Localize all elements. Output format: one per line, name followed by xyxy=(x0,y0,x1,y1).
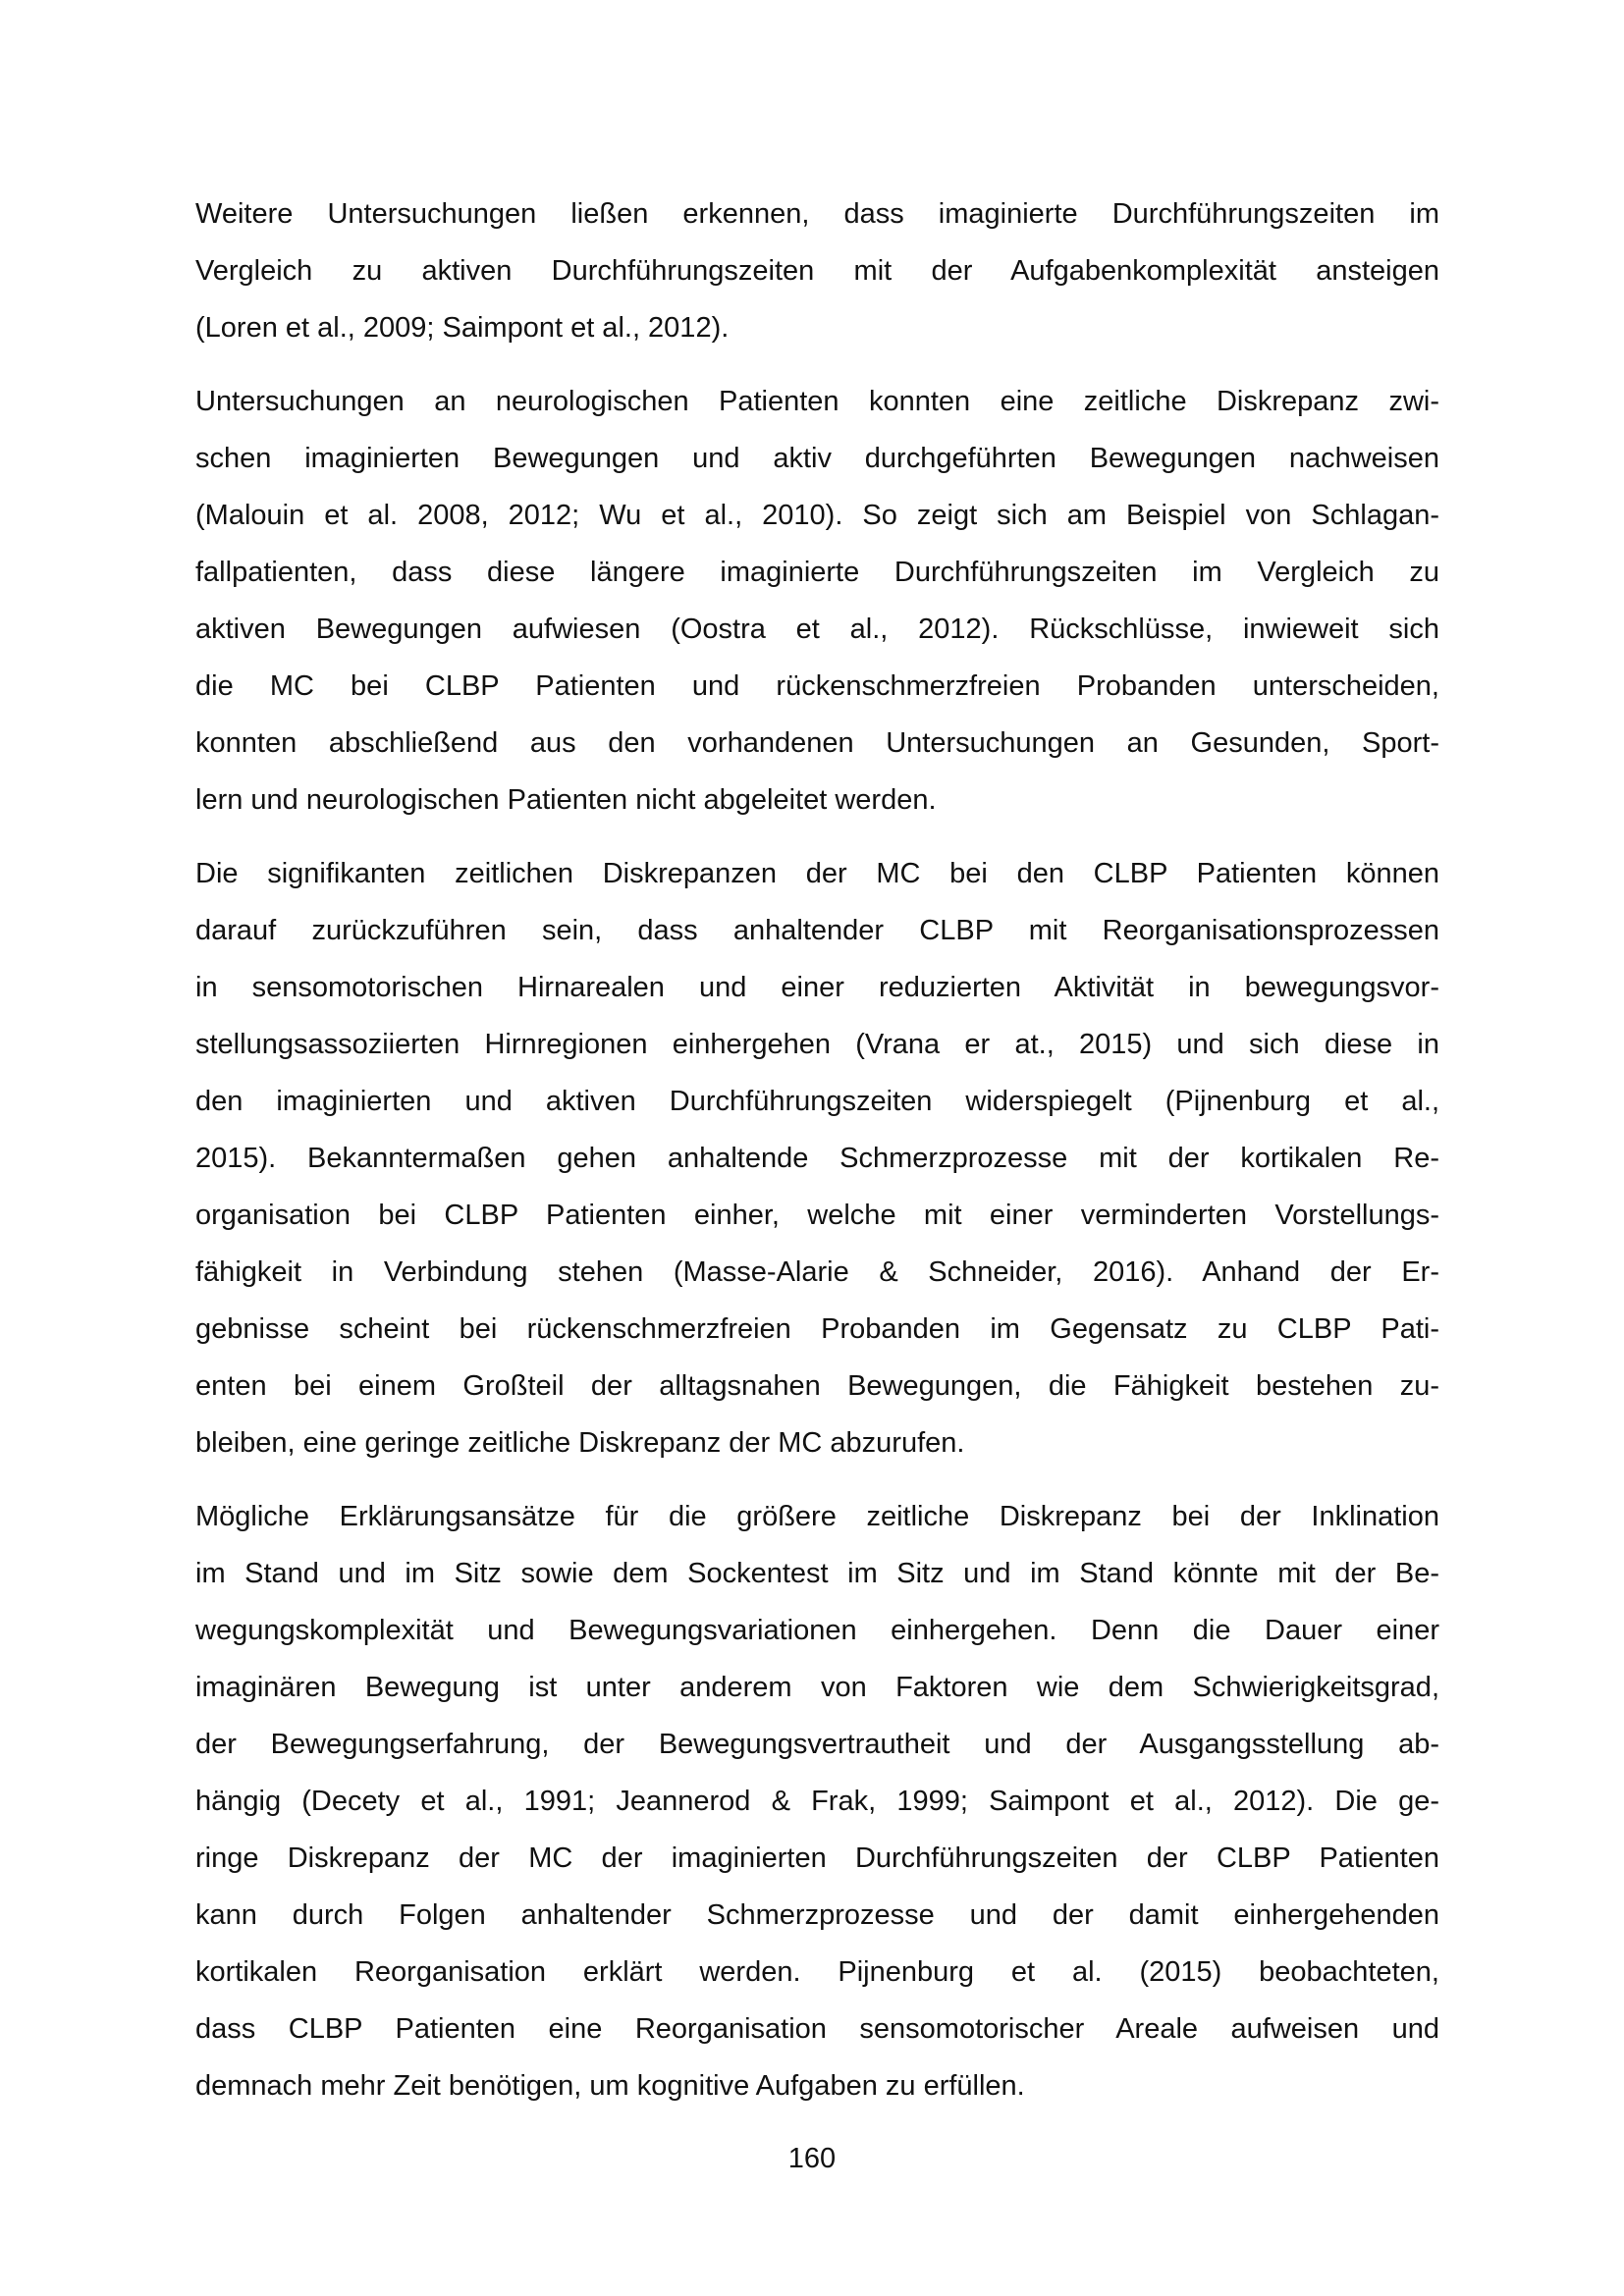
page-body xyxy=(195,192,1439,2138)
text-line: dass CLBP Patienten eine Reorganisation sensomotorischer Areale aufweisen und xyxy=(195,2013,1439,2045)
text-line: enten bei einem Großteil der alltagsnahen Bewegungen, die Fähigkeit bestehen zu- xyxy=(195,1370,1439,1402)
text-line: imaginären Bewegung ist unter anderem von Faktoren wie dem Schwierigkeitsgrad, xyxy=(195,1672,1439,1703)
text-line: fähigkeit in Verbindung stehen (Masse-Alarie & Schneider, 2016). Anhand der Er- xyxy=(195,1256,1439,1288)
text-line: im Stand und im Sitz sowie dem Sockentest im Sitz und im Stand könnte mit der Be- xyxy=(195,1558,1439,1589)
text-line: konnten abschließend aus den vorhandenen Untersuchungen an Gesunden, Sport- xyxy=(195,727,1439,759)
text-line: Untersuchungen an neurologischen Patienten konnten eine zeitliche Diskrepanz zwi- xyxy=(195,386,1439,417)
text-line: Weitere Untersuchungen ließen erkennen, dass imaginierte Durchführungszeiten im xyxy=(195,198,1439,230)
text-line: (Malouin et al. 2008, 2012; Wu et al., 2010). So zeigt sich am Beispiel von Schlagan- xyxy=(195,500,1439,531)
text-line: ringe Diskrepanz der MC der imaginierten Durchführungszeiten der CLBP Patienten xyxy=(195,1842,1439,1874)
text-line: stellungsassoziierten Hirnregionen einhergehen (Vrana er at., 2015) und sich diese in xyxy=(195,1029,1439,1060)
page-number: 160 xyxy=(787,2143,837,2174)
paragraph xyxy=(195,380,1439,835)
text-line: kortikalen Reorganisation erklärt werden. Pijnenburg et al. (2015) beobachteten, xyxy=(195,1956,1439,1988)
text-line: Vergleich zu aktiven Durchführungszeiten mit der Aufgabenkomplexität ansteigen xyxy=(195,255,1439,287)
text-line: 2015). Bekanntermaßen gehen anhaltende Schmerzprozesse mit der kortikalen Re- xyxy=(195,1143,1439,1174)
text-line: aktiven Bewegungen aufwiesen (Oostra et al., 2012). Rückschlüsse, inwieweit sich xyxy=(195,614,1439,645)
text-line: fallpatienten, dass diese längere imaginierte Durchführungszeiten im Vergleich zu xyxy=(195,557,1439,588)
text-line: darauf zurückzuführen sein, dass anhaltender CLBP mit Reorganisationsprozessen xyxy=(195,915,1439,946)
text-line: kann durch Folgen anhaltender Schmerzprozesse und der damit einhergehenden xyxy=(195,1899,1439,1931)
text-line: (Loren et al., 2009; Saimpont et al., 2012). xyxy=(195,312,730,344)
text-line: hängig (Decety et al., 1991; Jeannerod & Frak, 1999; Saimpont et al., 2012). Die ge- xyxy=(195,1786,1439,1817)
text-line: wegungskomplexität und Bewegungsvariationen einhergehen. Denn die Dauer einer xyxy=(195,1615,1439,1646)
text-line: schen imaginierten Bewegungen und aktiv durchgeführten Bewegungen nachweisen xyxy=(195,443,1439,474)
text-line: der Bewegungserfahrung, der Bewegungsvertrautheit und der Ausgangsstellung ab- xyxy=(195,1729,1439,1760)
text-line: lern und neurologischen Patienten nicht abgeleitet werden. xyxy=(195,784,937,816)
paragraph xyxy=(195,852,1439,1478)
paragraph xyxy=(195,1495,1439,2121)
paragraph xyxy=(195,192,1439,363)
text-line: organisation bei CLBP Patienten einher, welche mit einer verminderten Vorstellungs- xyxy=(195,1200,1439,1231)
text-line: die MC bei CLBP Patienten und rückenschmerzfreien Probanden unterscheiden, xyxy=(195,670,1439,702)
text-line: den imaginierten und aktiven Durchführungszeiten widerspiegelt (Pijnenburg et al., xyxy=(195,1086,1439,1117)
text-line: demnach mehr Zeit benötigen, um kognitive Aufgaben zu erfüllen. xyxy=(195,2070,1025,2102)
text-line: Die signifikanten zeitlichen Diskrepanzen der MC bei den CLBP Patienten können xyxy=(195,858,1439,889)
text-line: gebnisse scheint bei rückenschmerzfreien Probanden im Gegensatz zu CLBP Pati- xyxy=(195,1313,1439,1345)
text-line: Mögliche Erklärungsansätze für die größere zeitliche Diskrepanz bei der Inklination xyxy=(195,1501,1439,1532)
text-line: in sensomotorischen Hirnarealen und einer reduzierten Aktivität in bewegungsvor- xyxy=(195,972,1439,1003)
text-line: bleiben, eine geringe zeitliche Diskrepanz der MC abzurufen. xyxy=(195,1427,965,1459)
